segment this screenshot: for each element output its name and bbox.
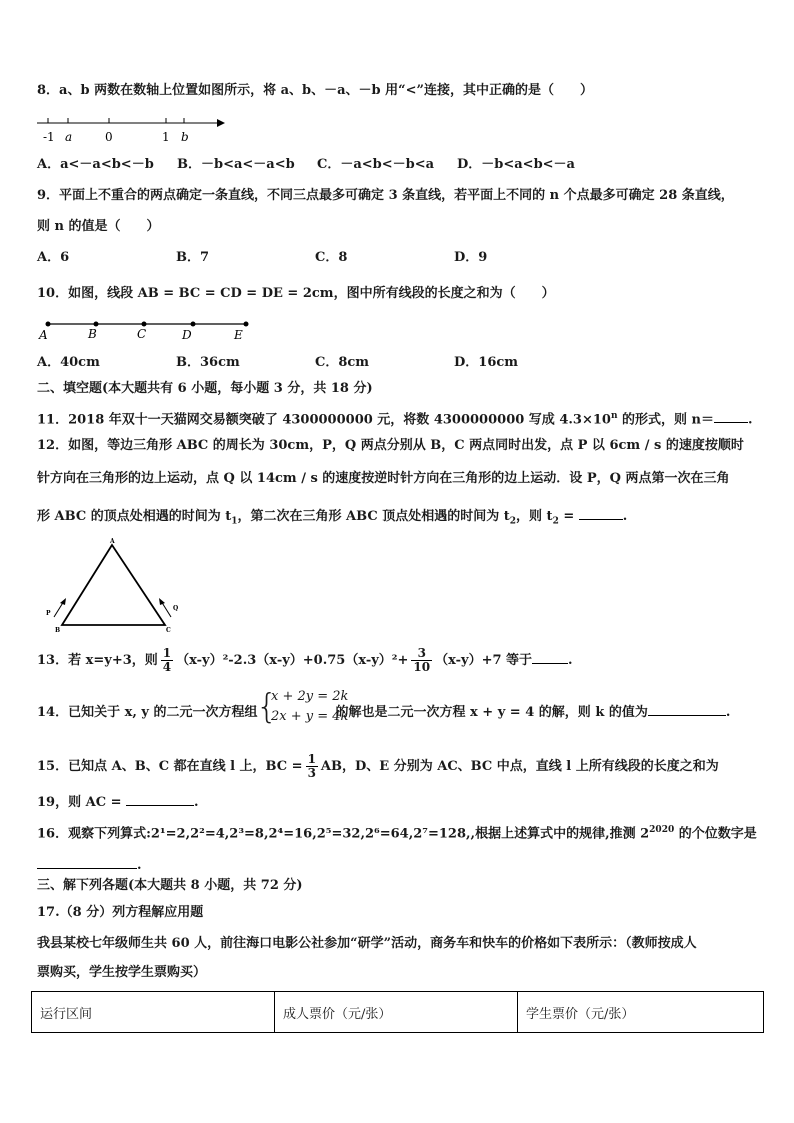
point-label-p: P (46, 610, 51, 617)
q12-end: . (622, 509, 628, 524)
q10-stem: 10．如图，线段 AB = BC = CD = DE = 2cm，图中所有线段的长度之和为（ ） (37, 286, 555, 301)
vertex-label-b: B (55, 627, 61, 634)
q13-text-3: （x-y）+7 等于 (435, 653, 533, 668)
q17-title: 17.（8 分）列方程解应用题 (37, 905, 204, 920)
q9-option-a: A．6 (37, 250, 70, 265)
q9-stem-line1: 9．平面上不重合的两点确定一条直线，不同三点最多可确定 3 条直线，若平面上不同的 n 个点最多可确定 28 条直线， (37, 188, 734, 203)
q13-answer-blank[interactable] (532, 649, 568, 664)
q14-text: 14．已知关于 x, y 的二元一次方程组 (37, 705, 258, 720)
q8-stem: 8．a、b 两数在数轴上位置如图所示，将 a、b、－a、－b 用“<”连接，其中正确的是（ ） (37, 83, 594, 98)
q8-option-b: B．－b<a<－a<b (177, 157, 295, 172)
q12-sub3: 2 (552, 516, 559, 527)
q10-option-a: A．40cm (37, 355, 100, 370)
q10-options (37, 354, 518, 372)
q13-text-2: （x-y）²-2.3（x-y）+0.75（x-y）²+ (176, 653, 409, 668)
q11-answer-blank[interactable] (714, 408, 748, 423)
point-label-q: Q (173, 605, 179, 612)
q12-text-d: = (558, 509, 579, 524)
q12-sub1: 1 (231, 516, 238, 527)
table-header-cell: 成人票价（元/张） (275, 992, 518, 1033)
q16-exponent: 2020 (649, 825, 675, 835)
q17-line2: 票购买，学生按学生票购买） (37, 965, 207, 980)
fraction-1-3 (306, 753, 318, 780)
q16 (37, 821, 764, 843)
point-label-d: D (182, 328, 192, 342)
axis-label-neg1: -1 (43, 130, 55, 144)
q9-option-b: B．7 (176, 250, 210, 265)
point-label-c: C (137, 327, 147, 341)
q16-end: . (137, 858, 142, 873)
frac-num: 3 (411, 647, 432, 661)
point-label-a: A (39, 328, 48, 342)
q15-text: 15．已知点 A、B、C 都在直线 l 上，BC = (37, 759, 303, 774)
vertex-label-c: C (166, 627, 171, 634)
q11-text: 11．2018 年双十一天猫网交易额突破了 4300000000 元，将数 4300000000 写成 4.3×10 (37, 412, 611, 428)
table-header-cell: 学生票价（元/张） (518, 992, 764, 1033)
q15-line1 (37, 753, 764, 780)
q12-line3 (37, 505, 764, 531)
q14-text-2: 的解也是二元一次方程 x + y = 4 的解，则 k 的值为 (335, 705, 648, 720)
q8-option-c: C．－a<b<－b<a (317, 157, 435, 172)
arrow-up-icon (159, 598, 165, 605)
equation-system (271, 687, 348, 727)
q12-text-b: ，第二次在三角形 ABC 顶点处相遇的时间为 t (237, 509, 510, 524)
q13-text: 13．若 x=y+3，则 (37, 653, 158, 668)
equation-2: 2x + y = 4k (271, 709, 349, 724)
table-header-cell: 运行区间 (32, 992, 275, 1033)
q15-text-2: AB，D、E 分别为 AC、BC 中点，直线 l 上所有线段的长度之和为 (320, 759, 719, 774)
axis-label-b: b (181, 130, 189, 144)
q9-stem-line2: 则 n 的值是（ ） (37, 219, 160, 234)
table-row (32, 992, 764, 1033)
q13-end: . (568, 653, 573, 668)
q15-text-3: 19，则 AC = (37, 795, 122, 810)
section-3-heading: 三、解下列各题(本大题共 8 小题，共 72 分) (37, 878, 303, 893)
equation-1: x + 2y = 2k (271, 689, 349, 704)
segment-diagram (36, 315, 256, 343)
fraction-1-4 (161, 647, 173, 674)
q16-answer-blank[interactable] (37, 854, 137, 869)
q11-text-2: 的形式，则 n＝ (617, 412, 714, 428)
arrow-up-icon (60, 598, 66, 605)
fare-table (31, 991, 764, 1033)
frac-den: 4 (162, 660, 172, 674)
frac-num: 1 (307, 752, 316, 766)
q12-answer-blank[interactable] (579, 505, 623, 520)
q8-option-a: A．a<－a<b<－b (37, 157, 154, 172)
q10-option-b: B．36cm (176, 355, 240, 370)
vertex-label-a: A (110, 538, 115, 545)
q8-options (37, 156, 575, 174)
q15-answer-blank[interactable] (126, 791, 194, 806)
q15-end: . (194, 795, 199, 810)
number-line-diagram (35, 112, 235, 146)
q12-text-a: 形 ABC 的顶点处相遇的时间为 t (37, 509, 232, 524)
q13 (37, 647, 764, 674)
q11-end: . (748, 412, 753, 428)
q16-text-2: 的个位数字是 (674, 826, 757, 842)
q9-options (37, 249, 487, 267)
q10-option-c: C．8cm (315, 355, 370, 370)
q9-option-d: D．9 (454, 250, 488, 265)
q14-end: . (725, 705, 731, 720)
axis-label-0: 0 (105, 130, 113, 144)
q11 (37, 407, 764, 429)
fraction-3-10 (411, 647, 432, 674)
q15-line2 (37, 791, 764, 812)
frac-num: 1 (162, 646, 172, 660)
point-label-e: E (234, 328, 243, 342)
section-2-heading: 二、填空题(本大题共有 6 小题，每小题 3 分，共 18 分) (37, 381, 373, 396)
q8-option-d: D．－b<a<b<－a (457, 157, 575, 172)
q11-exponent: n (610, 411, 618, 421)
arrow-right-icon (217, 119, 225, 127)
q14 (37, 701, 764, 722)
q12-text-c: ，则 t (516, 509, 553, 524)
q12-sub2: 2 (509, 516, 517, 527)
q16-line2 (37, 854, 764, 875)
axis-label-a: a (65, 130, 73, 144)
frac-den: 10 (413, 660, 431, 674)
brace-icon: { (256, 687, 278, 727)
point-label-b: B (88, 327, 97, 341)
q14-answer-blank[interactable] (648, 701, 726, 716)
q12-line2: 针方向在三角形的边上运动，点 Q 以 14cm / s 的速度按逆时针方向在三角形的边上运动．设 P，Q 两点第一次在三角 (37, 471, 730, 486)
q17-line1: 我县某校七年级师生共 60 人，前往海口电影公社参加“研学”活动，商务车和快车的价格如下表所示：（教师按成人 (37, 936, 697, 951)
q12-line1: 12．如图，等边三角形 ABC 的周长为 30cm，P，Q 两点分别从 B，C 两点同时出发，点 P 以 6cm / s 的速度按顺时 (37, 438, 744, 453)
q16-text: 16．观察下列算式:2¹=2,2²=4,2³=8,2⁴=16,2⁵=32,2⁶=64,2⁷=128,,根据上述算式中的规律,推测 2 (37, 826, 650, 842)
q10-option-d: D．16cm (454, 355, 519, 370)
frac-den: 3 (307, 766, 316, 780)
axis-label-1: 1 (162, 130, 170, 144)
q9-option-c: C．8 (315, 250, 348, 265)
triangle-diagram (40, 535, 190, 635)
